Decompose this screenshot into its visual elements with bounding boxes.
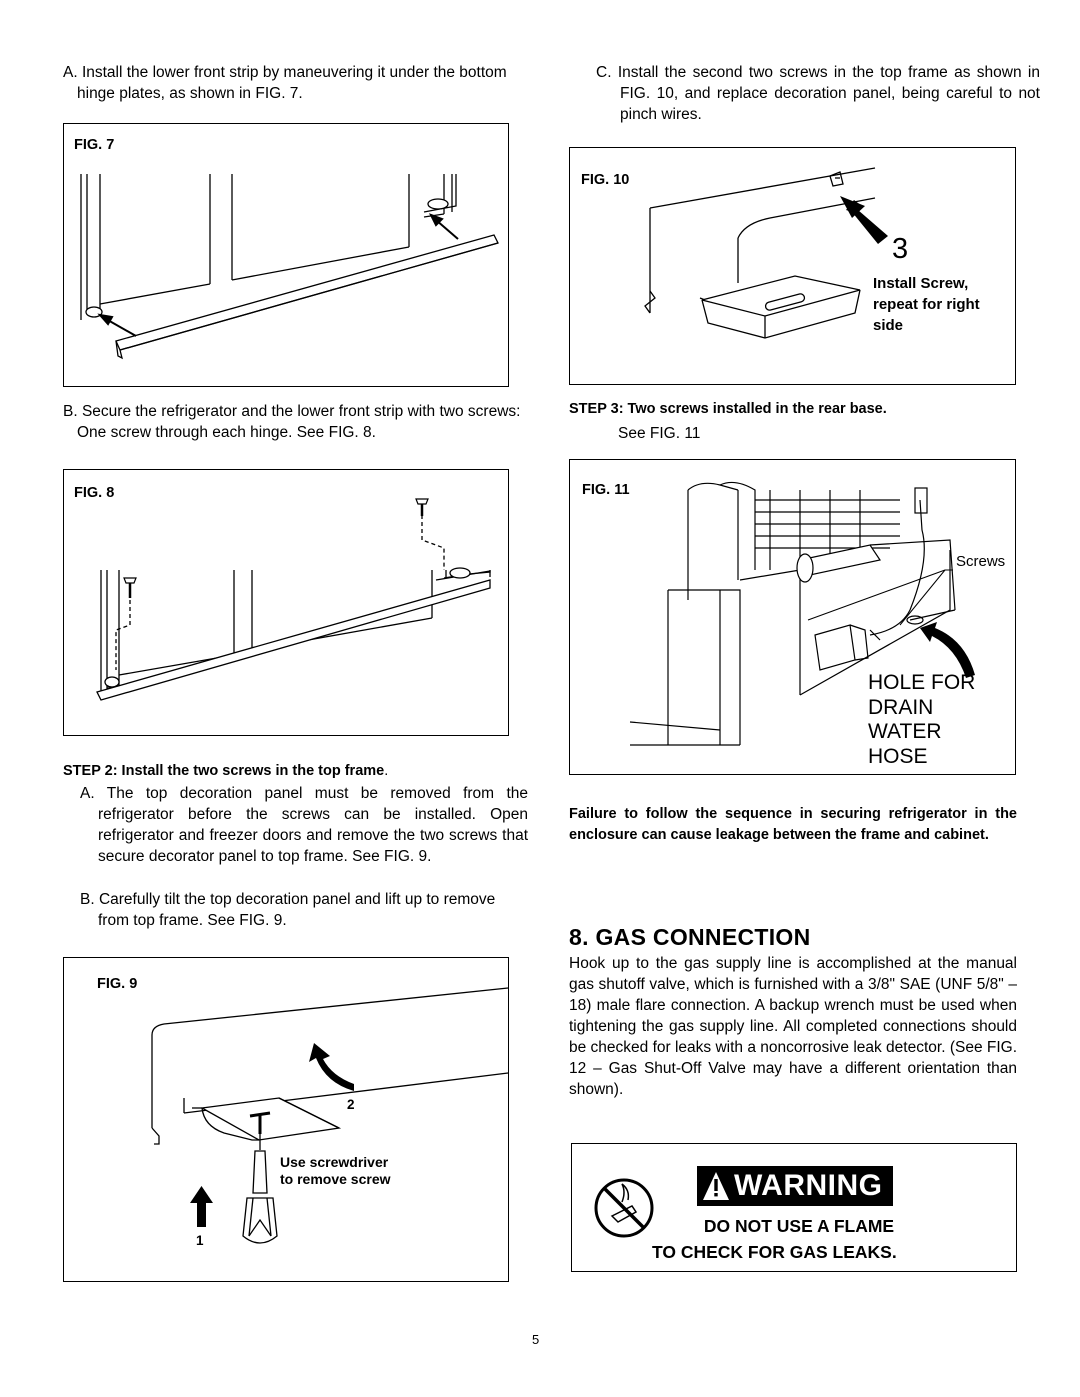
figure-9	[63, 957, 509, 1282]
figure-11-screws-label: Screws	[956, 553, 1006, 570]
figure-9-note-line1: Use screwdriver	[280, 1154, 389, 1170]
figure-10-number: 3	[892, 233, 909, 265]
figure-10-label: FIG. 10	[581, 172, 630, 188]
figure-10	[569, 147, 1016, 385]
figure-9-note	[280, 1154, 391, 1188]
warning-word: WARNING	[734, 1169, 883, 1202]
figure-10-note-line1: Install Screw,	[873, 275, 969, 292]
section-heading-gas-connection: 8. GAS CONNECTION	[569, 924, 811, 950]
step2-item-b: B. Carefully tilt the top decoration panel and lift up to remove from top frame. See FIG. 9.	[80, 891, 496, 929]
figure-9-illustration	[64, 958, 510, 1283]
figure-11-hole-line1: HOLE FOR	[868, 671, 976, 694]
figure-10-illustration	[570, 148, 1017, 386]
figure-8	[63, 469, 509, 736]
warning-triangle-icon	[701, 1166, 731, 1206]
failure-warning-note: Failure to follow the sequence in securing refrigerator in the enclosure can cause leakage between the frame and cabinet.	[569, 806, 1017, 843]
warning-message	[684, 1213, 914, 1239]
step2-item-a: A. The top decoration panel must be removed from the refrigerator before the screws can be installed. Open refrigerator and freezer doors and remove the two screws that secure decorator panel to top frame. See FIG. 9.	[80, 785, 528, 865]
figure-7-label: FIG. 7	[74, 137, 115, 153]
step2-item-c: C. Install the second two screws in the top frame as shown in FIG. 10, and replace decoration panel, being careful to not pinch wires.	[596, 64, 1040, 123]
step3-title: STEP 3: Two screws installed in the rear base.	[569, 401, 887, 417]
step2-title: STEP 2: Install the two screws in the top frame	[63, 763, 385, 779]
warning-line2: TO CHECK FOR GAS LEAKS.	[652, 1242, 897, 1262]
figure-10-note-line2: repeat for right	[873, 296, 980, 313]
figure-7	[63, 123, 509, 387]
warning-line1: DO NOT USE A FLAME	[703, 1216, 895, 1236]
figure-9-number-1: 1	[196, 1233, 204, 1248]
step1-item-b: B. Secure the refrigerator and the lower front strip with two screws: One screw through each hinge. See FIG. 8.	[63, 403, 521, 441]
figure-10-note	[873, 273, 980, 336]
figure-8-label: FIG. 8	[74, 485, 115, 501]
figure-11-hole-label	[868, 671, 975, 769]
figure-7-illustration	[64, 124, 510, 388]
figure-11-hole-line3: WATER	[868, 720, 942, 743]
step3-see-figure: See FIG. 11	[618, 425, 701, 442]
figure-10-note-line3: side	[873, 317, 904, 334]
page-number: 5	[532, 1332, 540, 1347]
figure-11-hole-line4: HOSE	[868, 744, 928, 768]
figure-11-hole-line2: DRAIN	[868, 695, 934, 719]
figure-11-label: FIG. 11	[582, 482, 630, 498]
warning-banner	[697, 1166, 893, 1206]
figure-9-number-2: 2	[347, 1097, 355, 1112]
figure-11	[569, 459, 1016, 775]
figure-9-note-line2: to remove screw	[280, 1171, 391, 1187]
figure-9-label: FIG. 9	[97, 976, 138, 992]
warning-box	[571, 1143, 1017, 1272]
step2-heading: STEP 2: Install the two screws in the top frame.	[63, 763, 389, 779]
figure-8-illustration	[64, 470, 510, 737]
step1-item-a: A. Install the lower front strip by maneuvering it under the bottom hinge plates, as shown in FIG. 7.	[63, 64, 507, 102]
gas-connection-paragraph: Hook up to the gas supply line is accomplished at the manual gas shutoff valve, which is furnished with a 3/8" SAE (UNF 5/8" – 18) male flare connection. A backup wrench must be used when tightening the gas supply line. All completed connections should be checked for leaks with a noncorrosive leak detector. (See FIG. 12 – Gas Shut-Off Valve may have a different orientation than shown).	[569, 955, 1018, 1098]
